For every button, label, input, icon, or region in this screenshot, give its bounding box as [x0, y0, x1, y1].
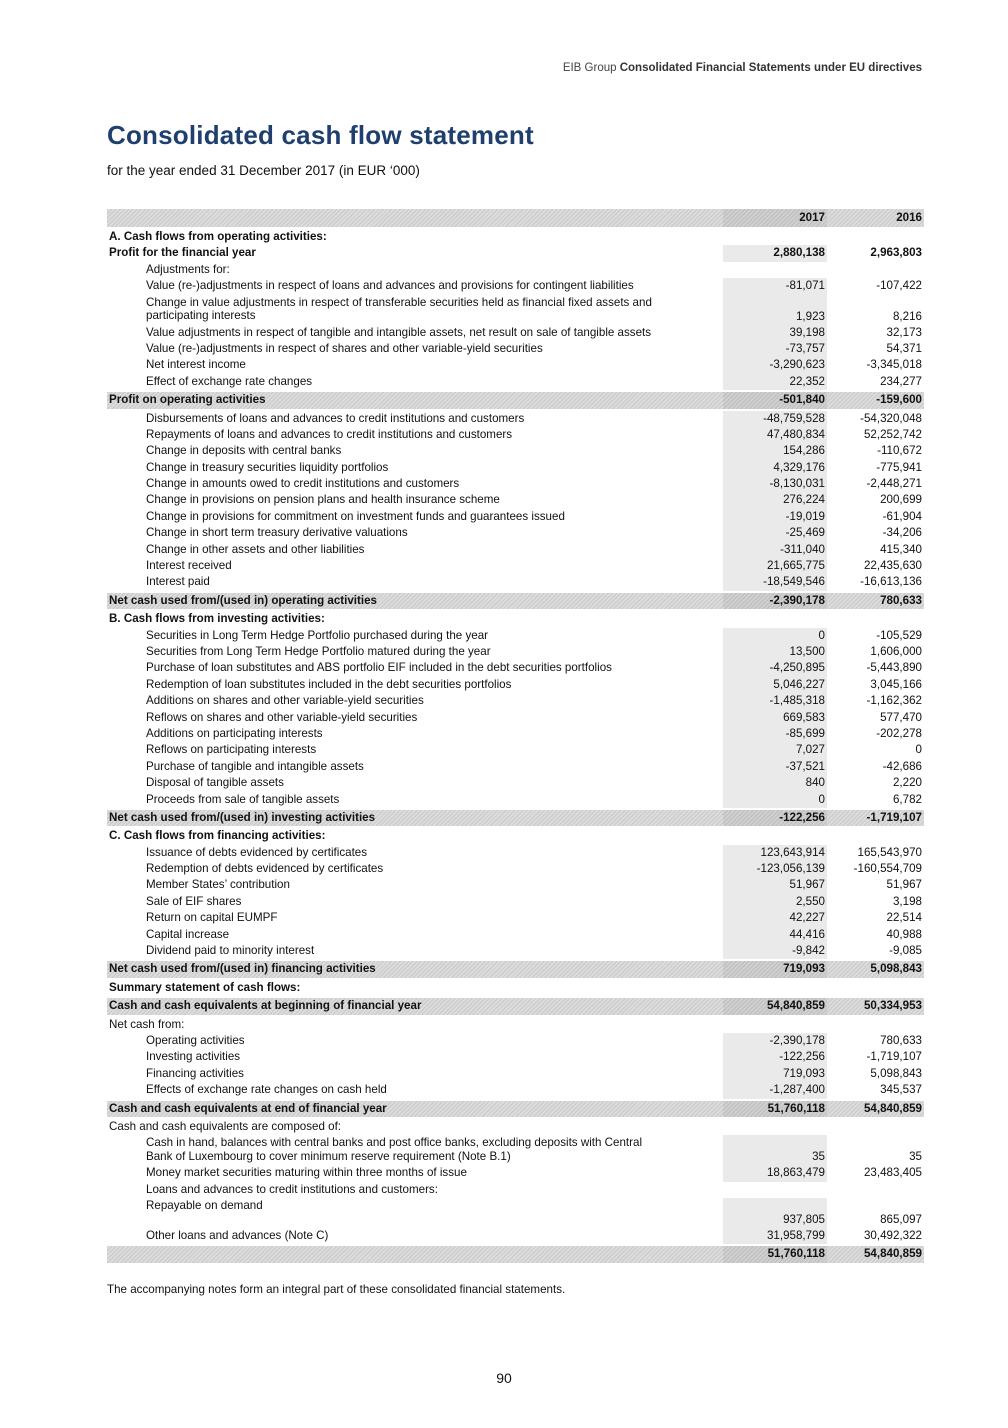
row-label: Reflows on shares and other variable-yield securities — [146, 710, 418, 724]
table-row — [107, 574, 924, 590]
value-2017: 1,923 — [723, 295, 827, 325]
table-row — [107, 693, 924, 709]
row-label: Dividend paid to minority interest — [146, 944, 315, 958]
row-label: B. Cash flows from investing activities: — [109, 612, 325, 626]
table-row — [107, 927, 924, 943]
value-2017: 2,550 — [723, 894, 827, 910]
value-2017: 47,480,834 — [723, 427, 827, 443]
row-label: Money market securities maturing within three months of issue — [146, 1166, 467, 1180]
value-2016: 415,340 — [880, 542, 922, 556]
table-row — [107, 411, 924, 427]
table-row — [107, 775, 924, 791]
table-row — [107, 492, 924, 508]
table-row — [107, 1017, 924, 1033]
row-label: Reflows on participating interests — [146, 743, 317, 757]
row-label: Change in value adjustments in respect of transferable securities held as financial fixed assets and participating interests — [146, 295, 652, 323]
table-row — [107, 325, 924, 341]
value-2017: -48,759,528 — [723, 411, 827, 427]
value-2017: -18,549,546 — [723, 574, 827, 590]
value-2017: 123,643,914 — [723, 845, 827, 861]
value-2017: 54,840,859 — [723, 998, 827, 1014]
row-label: Value (re-)adjustments in respect of loans and advances and provisions for contingent liabilities — [146, 279, 634, 293]
row-label: C. Cash flows from financing activities: — [109, 829, 326, 843]
column-header-2017: 2017 — [723, 209, 827, 227]
row-label: Adjustments for: — [146, 262, 230, 276]
row-label: Cash and cash equivalents at end of financial year — [109, 1101, 387, 1115]
row-label: Change in deposits with central banks — [146, 444, 342, 458]
row-label: A. Cash flows from operating activities: — [109, 230, 327, 243]
row-label: Change in amounts owed to credit institutions and customers — [146, 477, 460, 491]
value-2016: 50,334,953 — [863, 999, 922, 1013]
row-label: Issuance of debts evidenced by certificates — [146, 845, 368, 859]
row-label: Disbursements of loans and advances to credit institutions and customers — [146, 411, 525, 425]
row-label: Additions on shares and other variable-yield securities — [146, 694, 424, 708]
value-2017: 39,198 — [723, 325, 827, 341]
value-2016: -160,554,709 — [853, 862, 922, 876]
value-2016: 30,492,322 — [863, 1229, 922, 1243]
value-2017: -37,521 — [723, 759, 827, 775]
table-row — [107, 1049, 924, 1065]
row-label: Profit on operating activities — [109, 393, 266, 407]
value-2017: 21,665,775 — [723, 558, 827, 574]
value-2016: -1,719,107 — [866, 1050, 922, 1064]
value-2017: 5,046,227 — [723, 677, 827, 693]
value-2017: 18,863,479 — [723, 1165, 827, 1181]
value-2017: -8,130,031 — [723, 476, 827, 492]
table-row — [107, 460, 924, 476]
value-2017: 276,224 — [723, 492, 827, 508]
row-label: Securities from Long Term Hedge Portfolio matured during the year — [146, 644, 491, 658]
table-row — [107, 677, 924, 693]
table-row — [107, 644, 924, 660]
value-2016: -3,345,018 — [866, 358, 922, 372]
value-2016: -110,672 — [877, 444, 922, 458]
value-2016: -16,613,136 — [860, 575, 922, 589]
value-2016: 780,633 — [880, 1033, 922, 1047]
footnote: The accompanying notes form an integral part of these consolidated financial statements. — [107, 1283, 566, 1296]
value-2017: -123,056,139 — [723, 861, 827, 877]
value-2016: 22,514 — [886, 911, 922, 925]
value-2017: -81,071 — [723, 278, 827, 294]
value-2017: 7,027 — [723, 742, 827, 758]
value-2017: 22,352 — [723, 374, 827, 390]
value-2017: -85,699 — [723, 726, 827, 742]
table-row — [107, 509, 924, 525]
value-2016: 8,216 — [892, 309, 922, 323]
row-label: Profit for the financial year — [109, 246, 256, 260]
row-label: Value adjustments in respect of tangible and intangible assets, net result on sale of tangible assets — [146, 325, 652, 339]
value-2016: 6,782 — [892, 792, 922, 806]
value-2017: -2,390,178 — [723, 593, 827, 609]
page-title: Consolidated cash flow statement — [107, 120, 534, 150]
row-label: Net cash used from/(used in) operating activities — [109, 593, 378, 607]
value-2016: 5,098,843 — [870, 962, 922, 976]
value-2016: -5,443,890 — [866, 661, 922, 675]
row-label: Interest received — [146, 559, 232, 573]
column-header-2016: 2016 — [896, 211, 922, 224]
value-2016: 345,537 — [880, 1083, 922, 1097]
value-2016: 51,967 — [886, 878, 922, 892]
value-2017: -122,256 — [723, 1049, 827, 1065]
value-2016: 35 — [909, 1150, 922, 1164]
value-2016: -1,162,362 — [866, 694, 922, 708]
table-row — [107, 229, 924, 245]
row-label: Redemption of debts evidenced by certificates — [146, 862, 384, 876]
row-label: Repayable on demand — [146, 1199, 263, 1213]
table-row — [107, 910, 924, 926]
value-2016: 52,252,742 — [863, 427, 922, 441]
value-2017: 719,093 — [723, 1066, 827, 1082]
value-2016: -54,320,048 — [860, 411, 922, 425]
table-row — [107, 943, 924, 959]
row-label: Return on capital EUMPF — [146, 911, 278, 925]
table-row — [107, 262, 924, 278]
table-row — [107, 1066, 924, 1082]
table-row — [107, 726, 924, 742]
row-label: Effect of exchange rate changes — [146, 374, 313, 388]
value-2017: 51,967 — [723, 877, 827, 893]
cash-flow-table — [107, 207, 924, 1265]
value-2017: 937,805 — [723, 1198, 827, 1228]
row-label: Other loans and advances (Note C) — [146, 1229, 329, 1243]
value-2016: 0 — [915, 743, 922, 757]
value-2016: -9,085 — [889, 944, 922, 958]
row-label: Repayments of loans and advances to credit institutions and customers — [146, 427, 513, 441]
row-label: Cash and cash equivalents at beginning of financial year — [109, 999, 422, 1013]
row-label: Summary statement of cash flows: — [109, 980, 301, 994]
value-2017: 0 — [723, 628, 827, 644]
table-row — [107, 476, 924, 492]
row-label: Purchase of tangible and intangible assets — [146, 759, 364, 773]
table-row — [107, 245, 924, 261]
row-label: Change in other assets and other liabilities — [146, 542, 365, 556]
value-2017: 35 — [723, 1135, 827, 1165]
value-2017: -4,250,895 — [723, 660, 827, 676]
table-row — [107, 1033, 924, 1049]
value-2016: -61,904 — [882, 509, 922, 523]
value-2016: 40,988 — [886, 927, 922, 941]
table-body — [107, 229, 924, 1263]
value-2016: -202,278 — [876, 726, 922, 740]
value-2017: 669,583 — [723, 710, 827, 726]
value-2017: 31,958,799 — [723, 1228, 827, 1244]
table-row — [107, 792, 924, 808]
row-label: Interest paid — [146, 575, 210, 589]
row-label: Financing activities — [146, 1066, 244, 1080]
value-2017: -73,757 — [723, 341, 827, 357]
row-label: Net cash used from/(used in) financing activities — [109, 962, 376, 976]
table-row — [107, 1182, 924, 1198]
value-2017: -3,290,623 — [723, 357, 827, 373]
row-label: Net cash used from/(used in) investing activities — [109, 810, 376, 824]
table-row — [107, 558, 924, 574]
value-2017: 4,329,176 — [723, 460, 827, 476]
value-2016: 5,098,843 — [870, 1066, 922, 1080]
table-row — [107, 1082, 924, 1098]
page-subtitle: for the year ended 31 December 2017 (in EUR ‘000) — [107, 163, 420, 178]
value-2016: -34,206 — [882, 526, 922, 540]
table-row — [107, 845, 924, 861]
value-2017: 840 — [723, 775, 827, 791]
value-2016: 23,483,405 — [863, 1166, 922, 1180]
value-2016: -159,600 — [876, 393, 922, 407]
row-label: Change in short term treasury derivative valuations — [146, 526, 408, 540]
value-2017: -1,287,400 — [723, 1082, 827, 1098]
table-row — [107, 593, 924, 609]
value-2017: -19,019 — [723, 509, 827, 525]
table-row — [107, 374, 924, 390]
value-2016: 3,045,166 — [870, 677, 922, 691]
table-row — [107, 278, 924, 294]
table-row — [107, 1198, 924, 1228]
value-2016: 54,840,859 — [863, 1101, 922, 1115]
value-2016: 165,543,970 — [857, 845, 922, 859]
table-row — [107, 427, 924, 443]
table-row — [107, 980, 924, 996]
row-label: Sale of EIF shares — [146, 894, 242, 908]
page-number: 90 — [496, 1370, 512, 1386]
value-2017: -501,840 — [723, 392, 827, 408]
value-2016: 1,606,000 — [870, 644, 922, 658]
value-2017: 154,286 — [723, 443, 827, 459]
table-row — [107, 877, 924, 893]
value-2016: 780,633 — [880, 593, 922, 607]
row-label: Member States’ contribution — [146, 878, 290, 892]
value-2017: 51,760,118 — [723, 1101, 827, 1117]
table-row — [107, 525, 924, 541]
table-row — [107, 443, 924, 459]
table-row — [107, 392, 924, 408]
value-2016: -775,941 — [876, 460, 922, 474]
table-row — [107, 828, 924, 844]
row-label: Operating activities — [146, 1033, 245, 1047]
value-2016: 54,371 — [886, 341, 922, 355]
row-label: Net interest income — [146, 358, 246, 372]
table-row — [107, 1228, 924, 1244]
value-2017: 13,500 — [723, 644, 827, 660]
table-row — [107, 1246, 924, 1262]
value-2016: 2,220 — [892, 776, 922, 790]
row-label: Securities in Long Term Hedge Portfolio purchased during the year — [146, 628, 488, 642]
row-label: Additions on participating interests — [146, 726, 323, 740]
value-2016: 865,097 — [880, 1213, 922, 1227]
table-row — [107, 357, 924, 373]
header-org: EIB Group — [562, 62, 617, 74]
row-label: Effects of exchange rate changes on cash held — [146, 1083, 387, 1097]
row-label: Value (re-)adjustments in respect of shares and other variable-yield securities — [146, 341, 543, 355]
value-2017: -122,256 — [723, 810, 827, 826]
table-row — [107, 1119, 924, 1135]
row-label: Change in provisions on pension plans and health insurance scheme — [146, 493, 500, 507]
table-row — [107, 810, 924, 826]
row-label: Cash in hand, balances with central banks and post office banks, excluding deposits with Central Bank of Luxembourg to cover minimum reserve requirement (Note B.1) — [146, 1136, 643, 1163]
table-row — [107, 742, 924, 758]
value-2016: 32,173 — [886, 325, 922, 339]
value-2017: -25,469 — [723, 525, 827, 541]
row-label: Purchase of loan substitutes and ABS portfolio EIF included in the debt securities portfolios — [146, 661, 612, 675]
table-row — [107, 961, 924, 977]
table-row — [107, 611, 924, 627]
table-row — [107, 759, 924, 775]
table-row — [107, 341, 924, 357]
value-2016: -42,686 — [882, 759, 922, 773]
value-2017: -1,485,318 — [723, 693, 827, 709]
value-2017: 719,093 — [723, 961, 827, 977]
value-2016: 200,699 — [880, 493, 922, 507]
value-2017: -2,390,178 — [723, 1033, 827, 1049]
table-row — [107, 1101, 924, 1117]
row-label: Investing activities — [146, 1050, 241, 1064]
value-2016: 22,435,630 — [863, 559, 922, 573]
table-row — [107, 660, 924, 676]
row-label: Change in provisions for commitment on investment funds and guarantees issued — [146, 509, 565, 523]
value-2016: -105,529 — [876, 628, 922, 642]
running-header — [563, 62, 922, 74]
value-2017: 44,416 — [723, 927, 827, 943]
value-2016: 54,840,859 — [863, 1247, 922, 1261]
table-row — [107, 861, 924, 877]
row-label: Disposal of tangible assets — [146, 776, 284, 790]
value-2017: 51,760,118 — [723, 1246, 827, 1262]
row-label: Loans and advances to credit institutions and customers: — [146, 1182, 438, 1196]
row-label: Capital increase — [146, 927, 230, 941]
row-label: Redemption of loan substitutes included in the debt securities portfolios — [146, 677, 512, 691]
value-2016: -1,719,107 — [866, 810, 922, 824]
table-row — [107, 894, 924, 910]
table-row — [107, 628, 924, 644]
table-row — [107, 1165, 924, 1181]
value-2016: 3,198 — [892, 894, 922, 908]
value-2016: -2,448,271 — [866, 477, 922, 491]
value-2017: 2,880,138 — [723, 245, 827, 261]
row-label: Proceeds from sale of tangible assets — [146, 792, 340, 806]
value-2017: 42,227 — [723, 910, 827, 926]
table-header-row — [107, 209, 924, 227]
table-row — [107, 998, 924, 1014]
value-2016: 577,470 — [880, 710, 922, 724]
row-label: Change in treasury securities liquidity portfolios — [146, 460, 389, 474]
table-row — [107, 1135, 924, 1165]
table-row — [107, 710, 924, 726]
table-row — [107, 542, 924, 558]
value-2017: 0 — [723, 792, 827, 808]
row-label: Cash and cash equivalents are composed of: — [109, 1119, 342, 1133]
row-label: Net cash from: — [109, 1017, 185, 1031]
value-2016: -107,422 — [876, 279, 922, 293]
value-2017: -9,842 — [723, 943, 827, 959]
table-row — [107, 295, 924, 325]
value-2016: 2,963,803 — [870, 246, 922, 260]
value-2016: 234,277 — [880, 374, 922, 388]
header-doc: Consolidated Financial Statements under EU directives — [619, 62, 922, 74]
value-2017: -311,040 — [723, 542, 827, 558]
